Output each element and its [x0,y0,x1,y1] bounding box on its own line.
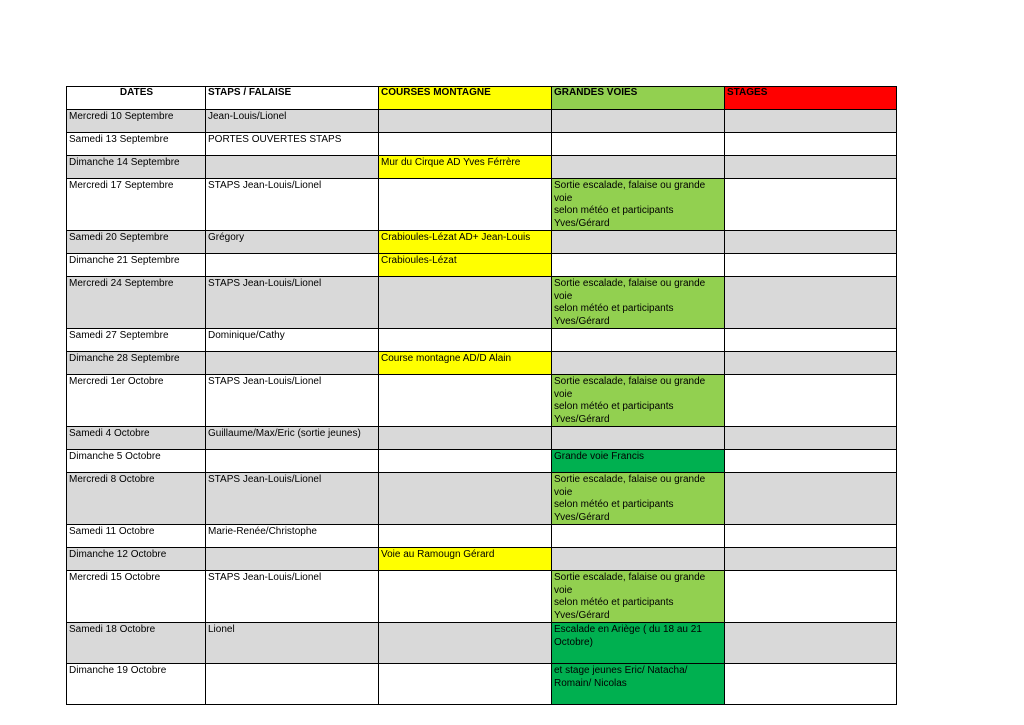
cell-date: Samedi 11 Octobre [67,525,206,548]
cell-date: Dimanche 19 Octobre [67,664,206,705]
cell-grandes [552,231,725,254]
cell-date: Samedi 18 Octobre [67,623,206,664]
cell-grandes [552,110,725,133]
cell-staps [206,548,379,571]
cell-grandes: et stage jeunes Eric/ Natacha/ Romain/ Nicolas [552,664,725,705]
cell-date: Dimanche 5 Octobre [67,450,206,473]
table-row [67,375,897,427]
cell-courses [379,571,552,623]
cell-staps [206,664,379,705]
cell-grandes [552,352,725,375]
cell-courses [379,473,552,525]
cell-stages [725,352,897,375]
cell-courses: Course montagne AD/D Alain [379,352,552,375]
table-row [67,525,897,548]
cell-date: Samedi 27 Septembre [67,329,206,352]
cell-staps: STAPS Jean-Louis/Lionel [206,179,379,231]
cell-stages [725,623,897,664]
cell-stages [725,133,897,156]
cell-staps: Marie-Renée/Christophe [206,525,379,548]
cell-staps: Lionel [206,623,379,664]
table-row [67,231,897,254]
cell-courses [379,179,552,231]
cell-date: Samedi 13 Septembre [67,133,206,156]
cell-stages [725,664,897,705]
cell-staps: STAPS Jean-Louis/Lionel [206,277,379,329]
cell-staps [206,254,379,277]
cell-courses [379,277,552,329]
cell-staps: Grégory [206,231,379,254]
cell-stages [725,473,897,525]
cell-date: Mercredi 10 Septembre [67,110,206,133]
cell-date: Dimanche 28 Septembre [67,352,206,375]
cell-courses [379,375,552,427]
cell-grandes: Sortie escalade, falaise ou grande voie selon météo et participants Yves/Gérard [552,473,725,525]
cell-stages [725,450,897,473]
cell-grandes: Sortie escalade, falaise ou grande voie selon météo et participants Yves/Gérard [552,277,725,329]
cell-date: Mercredi 8 Octobre [67,473,206,525]
header-courses: COURSES MONTAGNE [379,87,552,110]
cell-staps: PORTES OUVERTES STAPS [206,133,379,156]
table-row [67,664,897,705]
cell-staps: STAPS Jean-Louis/Lionel [206,571,379,623]
cell-stages [725,254,897,277]
cell-staps: Jean-Louis/Lionel [206,110,379,133]
header-stages: STAGES [725,87,897,110]
header-dates: DATES [67,87,206,110]
cell-courses [379,427,552,450]
table-row [67,623,897,664]
cell-stages [725,427,897,450]
cell-staps [206,352,379,375]
cell-courses: Crabioules-Lézat [379,254,552,277]
cell-stages [725,571,897,623]
header-grandes: GRANDES VOIES [552,87,725,110]
cell-date: Samedi 20 Septembre [67,231,206,254]
cell-grandes [552,548,725,571]
cell-courses: Crabioules-Lézat AD+ Jean-Louis [379,231,552,254]
header-staps: STAPS / FALAISE [206,87,379,110]
cell-grandes [552,525,725,548]
table-row [67,110,897,133]
table-row [67,179,897,231]
cell-staps: STAPS Jean-Louis/Lionel [206,473,379,525]
cell-staps: Dominique/Cathy [206,329,379,352]
cell-stages [725,156,897,179]
cell-grandes: Sortie escalade, falaise ou grande voie selon météo et participants Yves/Gérard [552,375,725,427]
cell-courses [379,525,552,548]
cell-date: Mercredi 15 Octobre [67,571,206,623]
table-row [67,329,897,352]
cell-stages [725,110,897,133]
cell-date: Mercredi 24 Septembre [67,277,206,329]
cell-courses: Voie au Ramougn Gérard [379,548,552,571]
table-row [67,450,897,473]
cell-staps [206,450,379,473]
cell-courses [379,664,552,705]
table-row [67,133,897,156]
table-row [67,156,897,179]
cell-grandes: Escalade en Ariège ( du 18 au 21 Octobre) [552,623,725,664]
cell-courses [379,623,552,664]
cell-courses: Mur du Cirque AD Yves Férrère [379,156,552,179]
table-row [67,277,897,329]
table-row [67,254,897,277]
cell-staps: Guillaume/Max/Eric (sortie jeunes) [206,427,379,450]
cell-date: Dimanche 21 Septembre [67,254,206,277]
cell-date: Dimanche 12 Octobre [67,548,206,571]
table-row [67,352,897,375]
cell-grandes [552,427,725,450]
cell-grandes [552,156,725,179]
cell-date: Dimanche 14 Septembre [67,156,206,179]
cell-date: Mercredi 1er Octobre [67,375,206,427]
table-row [67,427,897,450]
cell-stages [725,179,897,231]
cell-date: Samedi 4 Octobre [67,427,206,450]
cell-courses [379,329,552,352]
cell-stages [725,329,897,352]
header-row [67,87,897,110]
table-row [67,571,897,623]
cell-courses [379,450,552,473]
cell-staps: STAPS Jean-Louis/Lionel [206,375,379,427]
cell-stages [725,277,897,329]
cell-date: Mercredi 17 Septembre [67,179,206,231]
cell-staps [206,156,379,179]
cell-stages [725,375,897,427]
cell-courses [379,133,552,156]
cell-grandes: Sortie escalade, falaise ou grande voie selon météo et participants Yves/Gérard [552,571,725,623]
cell-grandes [552,329,725,352]
schedule-table [66,86,897,705]
table-row [67,548,897,571]
cell-grandes: Sortie escalade, falaise ou grande voie selon météo et participants Yves/Gérard [552,179,725,231]
cell-stages [725,548,897,571]
table-row [67,473,897,525]
cell-stages [725,525,897,548]
cell-courses [379,110,552,133]
cell-grandes: Grande voie Francis [552,450,725,473]
cell-stages [725,231,897,254]
cell-grandes [552,254,725,277]
cell-grandes [552,133,725,156]
